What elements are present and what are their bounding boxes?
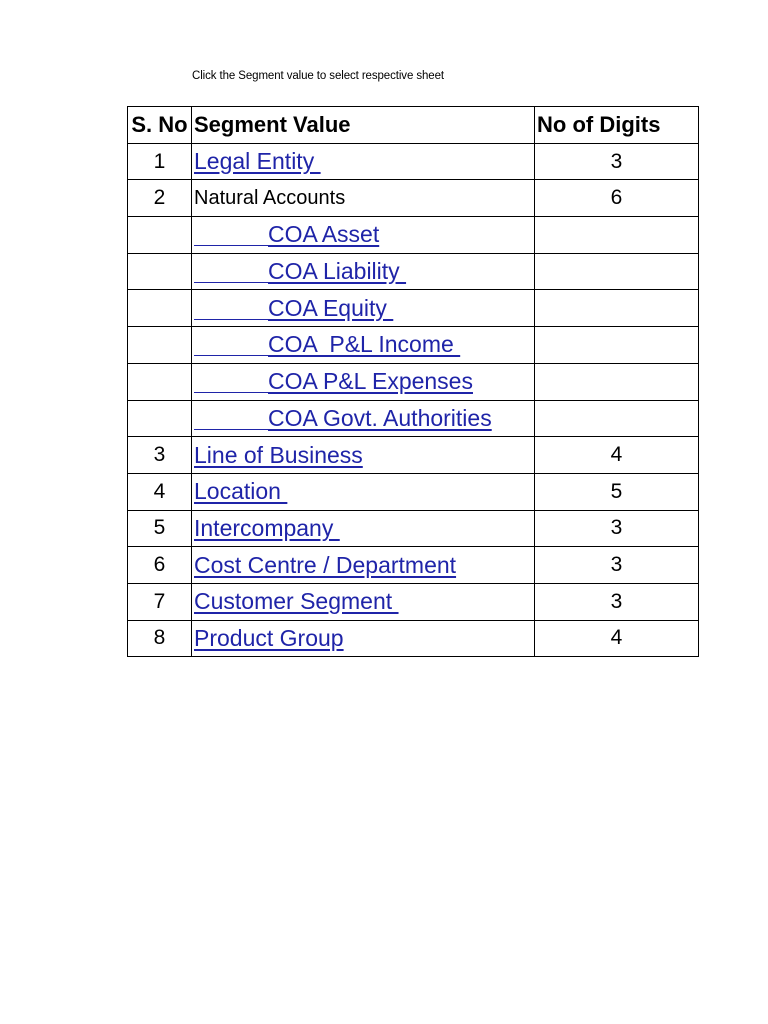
row-digits <box>535 400 699 437</box>
table-row <box>128 437 699 474</box>
segment-link[interactable]: Product Group <box>194 624 344 651</box>
row-digits: 3 <box>535 143 699 180</box>
row-segment-cell <box>192 620 535 657</box>
row-sno: 4 <box>128 473 192 510</box>
row-segment-cell <box>192 473 535 510</box>
table-row <box>128 290 699 327</box>
header-segment-value: Segment Value <box>192 107 535 144</box>
link-indent-underline <box>194 318 268 320</box>
segment-link[interactable]: Customer Segment <box>194 588 399 615</box>
segment-link[interactable]: Legal Entity <box>194 148 321 175</box>
header-no-of-digits: No of Digits <box>535 107 699 144</box>
row-sno <box>128 400 192 437</box>
row-digits <box>535 253 699 290</box>
table-row <box>128 510 699 547</box>
row-segment-cell <box>192 583 535 620</box>
row-segment-cell <box>192 180 535 217</box>
link-indent-underline <box>194 244 268 246</box>
segment-link[interactable] <box>194 405 492 432</box>
row-segment-cell <box>192 253 535 290</box>
row-sno: 1 <box>128 143 192 180</box>
row-segment-cell <box>192 363 535 400</box>
segment-link[interactable] <box>194 368 473 395</box>
row-sno <box>128 217 192 254</box>
link-indent-underline <box>194 354 268 356</box>
row-sno: 7 <box>128 583 192 620</box>
segment-link-label: COA Liability <box>268 258 407 285</box>
row-digits: 6 <box>535 180 699 217</box>
header-sno: S. No <box>128 107 192 144</box>
row-digits <box>535 327 699 364</box>
row-sno <box>128 363 192 400</box>
segment-link[interactable] <box>194 258 406 285</box>
row-digits <box>535 363 699 400</box>
link-indent-underline <box>194 391 268 393</box>
row-segment-cell <box>192 437 535 474</box>
row-sno <box>128 253 192 290</box>
row-segment-cell <box>192 400 535 437</box>
segment-label: Natural Accounts <box>194 186 346 209</box>
row-digits: 3 <box>535 547 699 584</box>
row-sno: 8 <box>128 620 192 657</box>
row-digits: 3 <box>535 510 699 547</box>
instruction-text: Click the Segment value to select respective sheet <box>192 70 444 82</box>
row-digits: 4 <box>535 437 699 474</box>
row-digits <box>535 290 699 327</box>
row-segment-cell <box>192 327 535 364</box>
table-row <box>128 473 699 510</box>
row-digits <box>535 217 699 254</box>
row-segment-cell <box>192 510 535 547</box>
row-digits: 4 <box>535 620 699 657</box>
table-row <box>128 363 699 400</box>
row-sno <box>128 290 192 327</box>
segment-link[interactable] <box>194 331 460 358</box>
row-digits: 3 <box>535 583 699 620</box>
segment-link-label: COA Asset <box>268 221 380 248</box>
segment-link-label: COA Equity <box>268 294 394 321</box>
link-indent-underline <box>194 281 268 283</box>
table-row <box>128 400 699 437</box>
segment-link-label: COA Govt. Authorities <box>268 404 492 431</box>
table-row <box>128 620 699 657</box>
segment-link[interactable]: Intercompany <box>194 514 340 541</box>
row-segment-cell <box>192 547 535 584</box>
row-segment-cell <box>192 143 535 180</box>
table-row <box>128 180 699 217</box>
table-row <box>128 143 699 180</box>
segment-link[interactable] <box>194 221 379 248</box>
row-sno: 3 <box>128 437 192 474</box>
table-row <box>128 547 699 584</box>
table-row <box>128 253 699 290</box>
segment-link[interactable]: Location <box>194 478 288 505</box>
row-sno <box>128 327 192 364</box>
segment-link[interactable] <box>194 295 393 322</box>
row-segment-cell <box>192 290 535 327</box>
segment-link[interactable]: Line of Business <box>194 441 363 468</box>
row-digits: 5 <box>535 473 699 510</box>
row-sno: 5 <box>128 510 192 547</box>
segment-table <box>127 106 699 657</box>
link-indent-underline <box>194 428 268 430</box>
segment-link-label: COA P&L Income <box>268 331 461 358</box>
table-row <box>128 217 699 254</box>
row-sno: 2 <box>128 180 192 217</box>
segment-link[interactable]: Cost Centre / Department <box>194 551 457 578</box>
row-sno: 6 <box>128 547 192 584</box>
table-row <box>128 583 699 620</box>
segment-link-label: COA P&L Expenses <box>268 368 473 395</box>
table-row <box>128 327 699 364</box>
table-header-row <box>128 107 699 144</box>
row-segment-cell <box>192 217 535 254</box>
